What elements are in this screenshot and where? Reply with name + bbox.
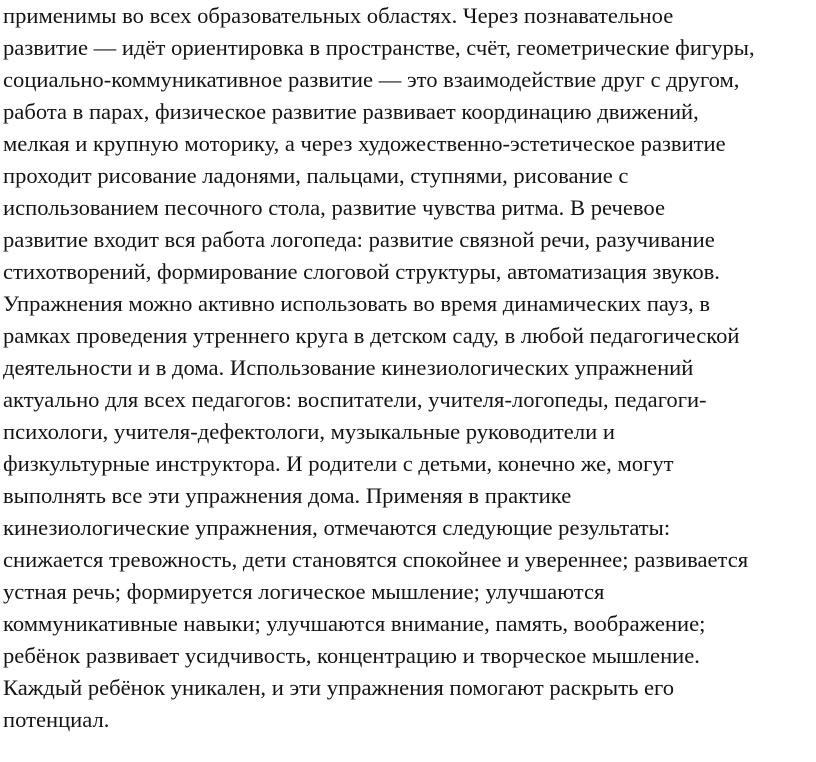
text-line: стихотворений, формирование слоговой структуры, автоматизация звуков. [3, 259, 720, 284]
text-line: психологи, учителя-дефектологи, музыкальные руководители и [3, 419, 615, 444]
text-line: мелкая и крупную моторику, а через художественно-эстетическое развитие [3, 131, 726, 156]
text-line: потенциал. [3, 707, 110, 732]
text-line: развитие — идёт ориентировка в пространстве, счёт, геометрические фигуры, [3, 35, 755, 60]
text-line: работа в парах, физическое развитие развивает координацию движений, [3, 99, 699, 124]
text-line: выполнять все эти упражнения дома. Применяя в практике [3, 483, 572, 508]
text-line: физкультурные инструктора. И родители с детьми, конечно же, могут [3, 451, 674, 476]
text-line: проходит рисование ладонями, пальцами, ступнями, рисование с [3, 163, 629, 188]
text-line: развитие входит вся работа логопеда: развитие связной речи, разучивание [3, 227, 715, 252]
text-line: Упражнения можно активно использовать во время динамических пауз, в [3, 291, 710, 316]
text-line: деятельности и в дома. Использование кинезиологических упражнений [3, 355, 694, 380]
text-line: устная речь; формируется логическое мышление; улучшаются [3, 579, 605, 604]
text-line: социально-коммуникативное развитие — это взаимодействие друг с другом, [3, 67, 740, 92]
text-line: использованием песочного стола, развитие чувства ритма. В речевое [3, 195, 665, 220]
text-line: применимы во всех образовательных областях. Через познавательное [3, 3, 674, 28]
text-line: Каждый ребёнок уникален, и эти упражнения помогают раскрыть его [3, 675, 675, 700]
text-line: снижается тревожность, дети становятся спокойнее и увереннее; развивается [3, 547, 749, 572]
text-line: рамках проведения утреннего круга в детском саду, в любой педагогической [3, 323, 740, 348]
text-line: коммуникативные навыки; улучшаются внимание, память, воображение; [3, 611, 706, 636]
text-line: кинезиологические упражнения, отмечаются следующие результаты: [3, 515, 671, 540]
text-line: актуально для всех педагогов: воспитатели, учителя-логопеды, педагоги- [3, 387, 707, 412]
text-line: ребёнок развивает усидчивость, концентрацию и творческое мышление. [3, 643, 700, 668]
